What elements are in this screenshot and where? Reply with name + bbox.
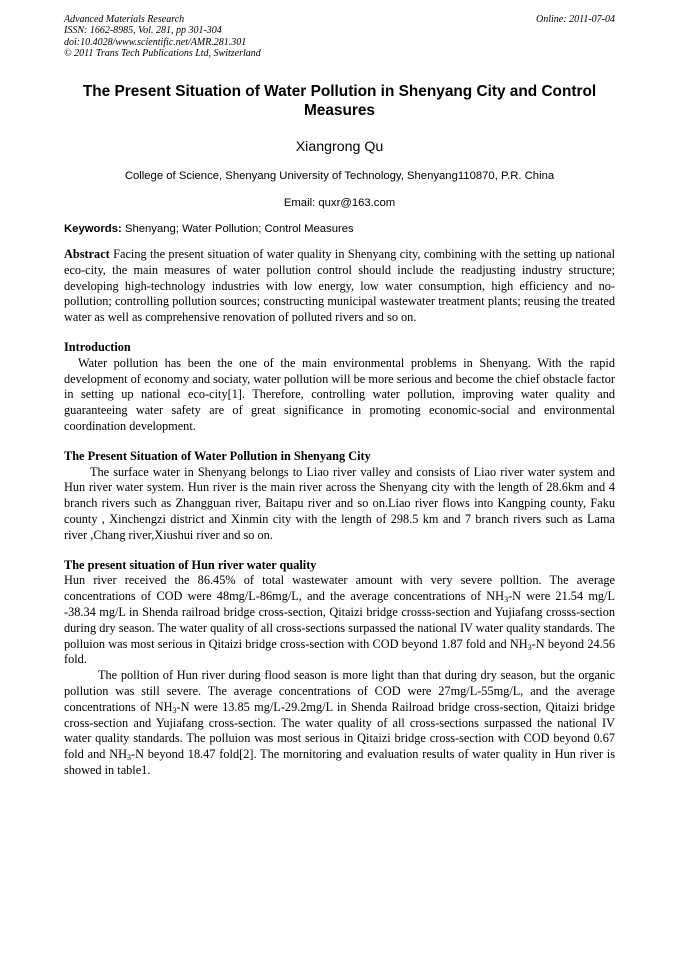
journal-copyright: © 2011 Trans Tech Publications Ltd, Switzerland (64, 48, 261, 60)
keywords-text: Shenyang; Water Pollution; Control Measures (124, 223, 354, 235)
keywords (64, 222, 615, 236)
journal-header (64, 14, 615, 60)
abstract-label: Abstract (64, 247, 110, 261)
hun-river-p2-part-a: The polltion of Hun river during flood season is more light than that during dry season, but the organic pollution was still severe. The average concentrations of COD were 27mg/L-55mg/L, and the average concentrations of NH (64, 668, 615, 714)
author-affiliation: College of Science, Shenyang University of Technology, Shenyang110870, P.R. China (124, 170, 555, 182)
section-heading-introduction: Introduction (64, 339, 131, 354)
paper-title: The Present Situation of Water Pollution in Shenyang City and Control Measures (82, 83, 597, 119)
journal-doi: doi:10.4028/www.scientific.net/AMR.281.301 (64, 36, 247, 48)
journal-issn: ISSN: 1662-8985, Vol. 281, pp 301-304 (64, 25, 222, 37)
abstract-text: Facing the present situation of water quality in Shenyang city, combining with the setting up national eco-city, the main measures of water pollution control should include the readjusting industry structure; developing high-technology industries with low energy, low water consumption, high efficiency and no-pollution; controlling pollution sources; constructing municipal wastewater treatment plants; reusing the treated water as well as comprehensive renovation of polluted rivers and so on. (64, 247, 615, 325)
section-heading-present-situation: The Present Situation of Water Pollution in Shenyang City (64, 448, 371, 463)
paper-page (64, 14, 615, 779)
present-situation-paragraph: The surface water in Shenyang belongs to Liao river valley and consists of Liao river water system and Hun river water system. Hun river is the main river across the Shenyang city with the length of 28.6km and 4 branch rivers such as Zhangguan river, Baitapu river and so on.Liao river flows into Kangping county, Faku county , Xinchengzi district and Xinmin city with the length of 298.5 km and 7 branch rivers such as Lama river ,Chang river,Xiushui river and so on. (64, 464, 615, 542)
journal-name: Advanced Materials Research (64, 14, 185, 25)
online-date: Online: 2011-07-04 (536, 14, 615, 25)
abstract (64, 247, 615, 326)
subscript-3: 3 (172, 705, 177, 715)
section-heading-hun-river: The present situation of Hun river water quality (64, 557, 317, 572)
subscript-3: 3 (504, 595, 509, 605)
subscript-3: 3 (126, 753, 131, 763)
paper-author: Xiangrong Qu (295, 139, 384, 155)
hun-river-p1-part-a: Hun river received the 86.45% of total wastewater amount with very severe polltion. The average concentrations of COD were 48mg/L-86mg/L, and the average concentrations of NH (64, 573, 615, 604)
hun-river-paragraph-2 (64, 668, 615, 779)
hun-river-p2-part-b: -N were 13.85 mg/L-29.2mg/L in Shenda Railroad bridge cross-section, Qitaizi bridge cross-section and Yujiafang cross-section. The water quality of all cross-sections surpassed the national IV water quality standards. The polluion was most serious in Qitaizi bridge cross-section with COD beyond 0.67 fold and NH (64, 699, 615, 762)
hun-river-p2-part-c: -N beyond 18.47 fold[2]. The mornitoring and evaluation results of water quality in Hun river is showed in table1. (64, 747, 615, 777)
hun-river-p1-part-b: -N were 21.54 mg/L -38.34 mg/L in Shenda railroad bridge cross-section, Qitaizi bridge crosss-section and Yujiafang crosss-section during dry season. The water quality of all cross-sections surpassed the national IV water quality standards. The polluion was most serious in Qitaizi bridge cross-section with COD beyond 1.87 fold and NH (64, 589, 615, 651)
subscript-3: 3 (527, 642, 532, 652)
introduction-paragraph: Water pollution has been the one of the main environmental problems in Shenyang. With the rapid development of economy and sociaty, water pollution will be more serious and become the chief obstacle factor in setting up national eco-city[1]. Therefore, controlling water pollution, improving water quality and guaranteeing water safety are of great significance in promoting economic-social and environmental coordination development. (64, 355, 615, 433)
author-email: Email: quxr@163.com (283, 197, 396, 209)
keywords-label: Keywords: (64, 223, 122, 235)
hun-river-paragraph-1 (64, 573, 615, 668)
hun-river-p1-part-c: -N beyond 24.56 fold. (64, 636, 615, 667)
